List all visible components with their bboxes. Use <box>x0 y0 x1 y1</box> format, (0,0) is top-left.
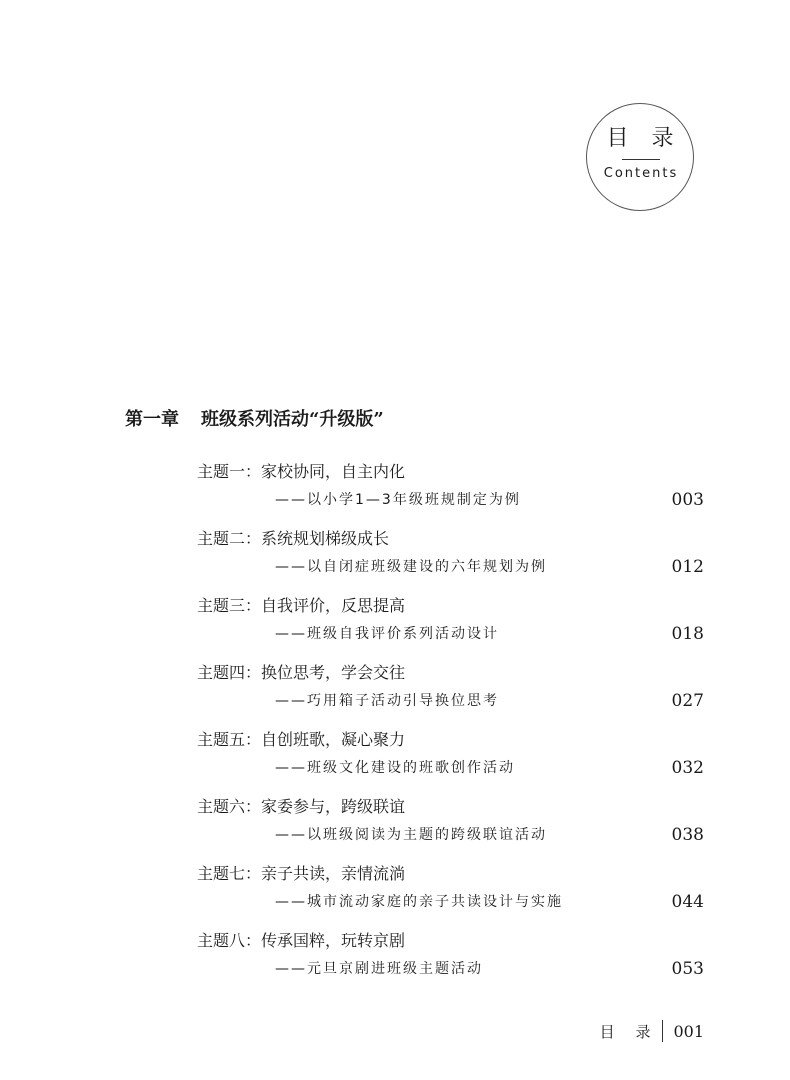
entry-subtitle: ——巧用箱子活动引导换位思考 <box>275 693 499 709</box>
entry-subtitle: ——班级自我评价系列活动设计 <box>275 626 499 642</box>
entry-title: 主题二：系统规划梯级成长 <box>197 529 390 548</box>
entry-title: 主题一：家校协同，自主内化 <box>197 462 406 481</box>
entry-title: 主题八：传承国粹，玩转京剧 <box>197 931 406 950</box>
entry-subtitle: ——班级文化建设的班歌创作活动 <box>275 760 515 776</box>
footer-divider <box>662 1020 663 1042</box>
entry-page-number: 053 <box>671 959 704 979</box>
entry-subtitle: ——以小学1—3年级班规制定为例 <box>275 492 521 508</box>
toc-entry[interactable] <box>0 594 790 654</box>
entry-page-number: 032 <box>671 758 704 778</box>
toc-entry[interactable] <box>0 929 790 989</box>
entry-subtitle: ——以班级阅读为主题的跨级联谊活动 <box>275 827 547 843</box>
page-footer <box>600 1018 704 1044</box>
entry-page-number: 038 <box>671 825 704 845</box>
contents-title-cn: 目 录 <box>606 126 682 151</box>
entry-subtitle: ——城市流动家庭的亲子共读设计与实施 <box>275 894 563 910</box>
entry-page-number: 044 <box>671 892 704 912</box>
entry-page-number: 012 <box>671 557 704 577</box>
chapter-number: 第一章 <box>125 409 179 430</box>
entry-title: 主题四：换位思考，学会交往 <box>197 663 406 682</box>
footer-label: 目 录 <box>599 1022 659 1041</box>
badge-divider <box>622 159 660 160</box>
toc-entry[interactable] <box>0 728 790 788</box>
entry-title: 主题七：亲子共读，亲情流淌 <box>197 864 406 883</box>
chapter-title: 班级系列活动“升级版” <box>201 409 384 430</box>
toc-entry[interactable] <box>0 527 790 587</box>
entry-title: 主题三：自我评价，反思提高 <box>197 596 406 615</box>
toc-entry[interactable] <box>0 661 790 721</box>
contents-badge <box>586 103 694 211</box>
entry-title: 主题五：自创班歌，凝心聚力 <box>197 730 406 749</box>
entry-subtitle: ——元旦京剧进班级主题活动 <box>275 961 483 977</box>
toc-entry[interactable] <box>0 460 790 520</box>
entry-title: 主题六：家委参与，跨级联谊 <box>197 797 406 816</box>
footer-page-number: 001 <box>673 1021 704 1041</box>
toc-entry[interactable] <box>0 795 790 855</box>
entry-page-number: 003 <box>671 490 704 510</box>
contents-title-en: Contents <box>603 166 679 181</box>
entry-subtitle: ——以自闭症班级建设的六年规划为例 <box>275 559 547 575</box>
entry-page-number: 018 <box>671 624 704 644</box>
chapter-heading[interactable] <box>125 408 384 432</box>
entry-page-number: 027 <box>671 691 704 711</box>
toc-entry[interactable] <box>0 862 790 922</box>
